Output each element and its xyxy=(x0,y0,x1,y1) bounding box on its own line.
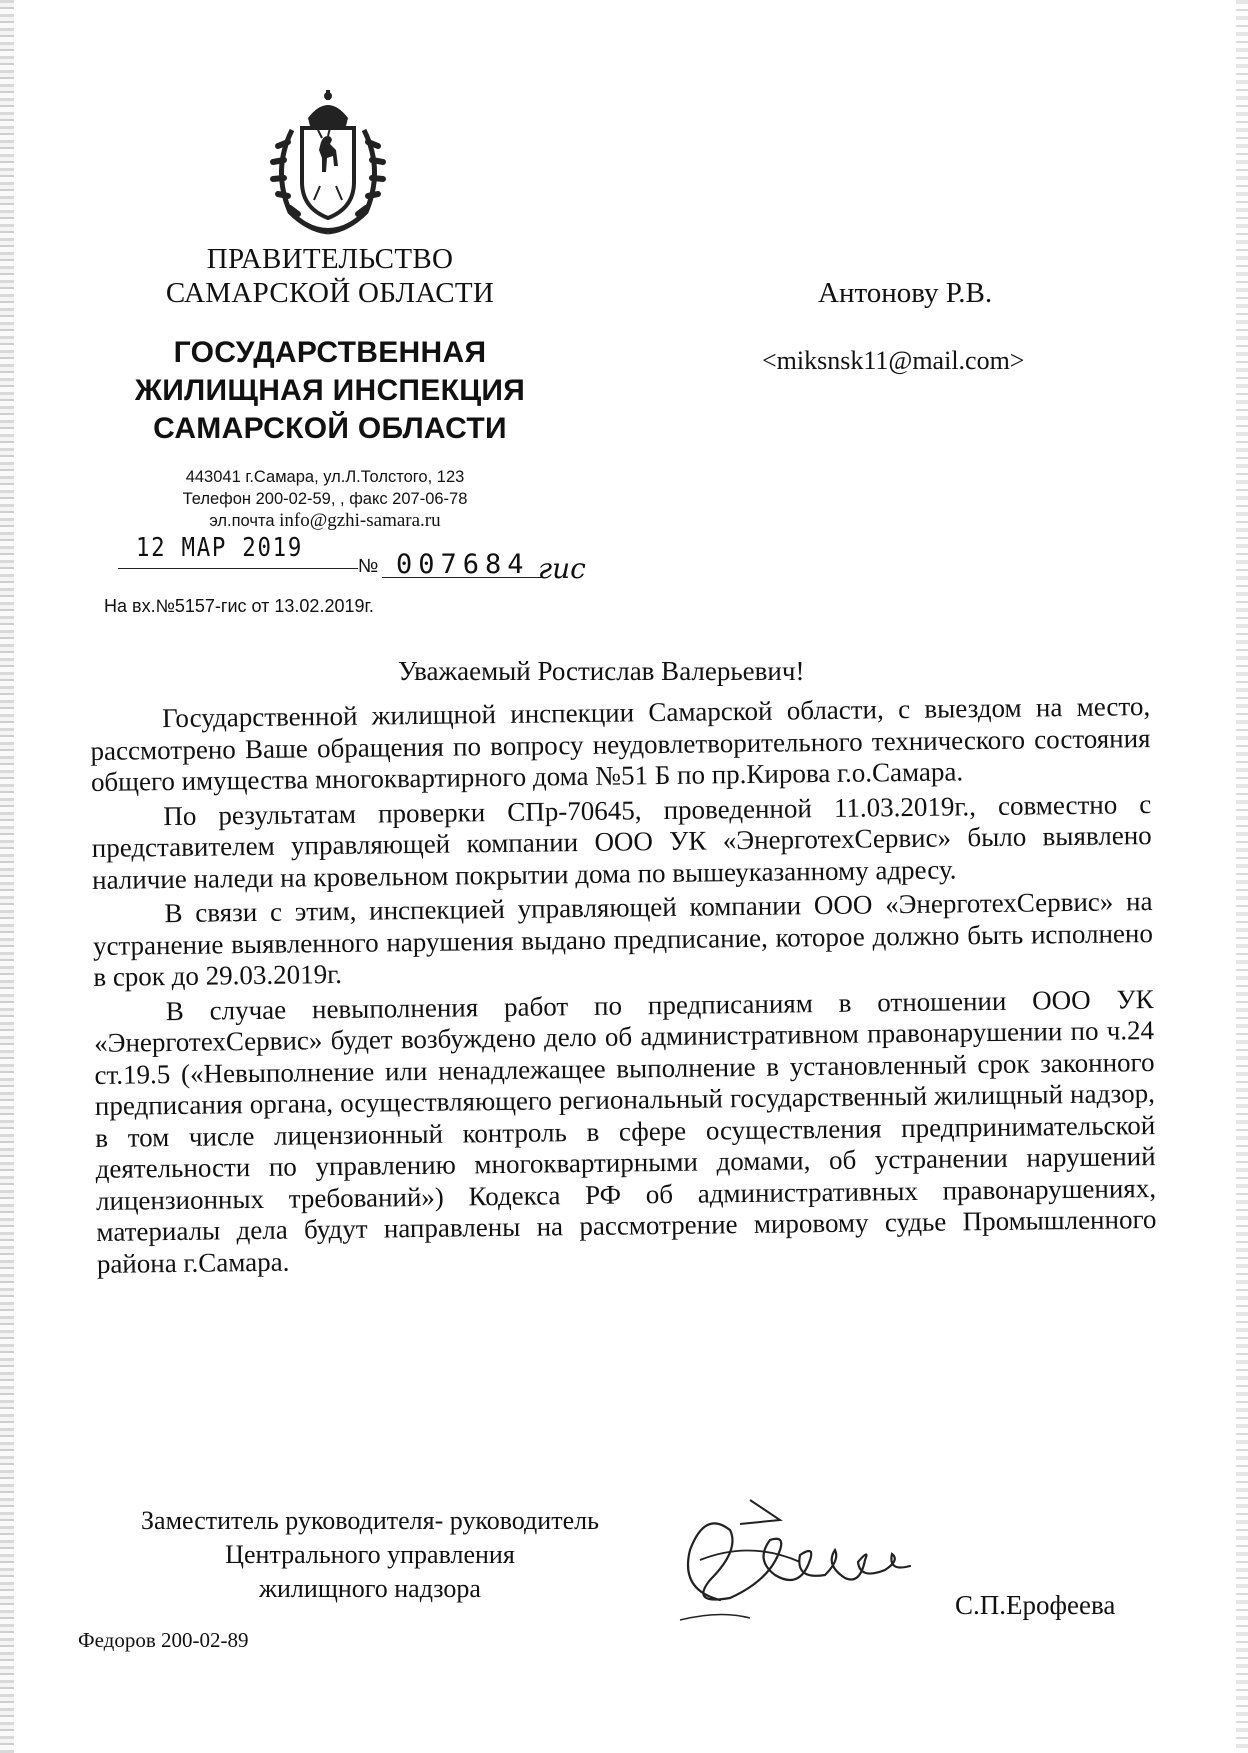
date-underline xyxy=(118,568,358,569)
agency-title xyxy=(120,334,540,448)
body-paragraph-1: Государственной жилищной инспекции Самарской области, с выездом на место, рассмотрено Ваше обращения по вопросу неудовлетворительного технического состояния общего имущества многоквартирного дома №51 Б по пр.Кирова г.о.Самара. xyxy=(90,691,1151,797)
body-paragraph-3: В связи с этим, инспекцией управляющей компании ООО «ЭнерготехСервис» на устранение выявленного нарушения выдано предписание, которое должно быть исполнено в срок до 29.03.2019г. xyxy=(92,886,1154,992)
agency-email-label: эл.почта xyxy=(209,512,275,530)
signer-position-line-3: жилищного надзора xyxy=(259,1574,481,1603)
body-paragraph-4: В случае невыполнения работ по предписаниям в отношении ООО УК «ЭнерготехСервис» будет возбуждено дело об административном правонарушении по ч.24 ст.19.5 («Невыполнение или ненадлежащее выполнение в установленный срок законного предписания органа, осуществляющего региональный государственный жилищный надзор, в том числе лицензионный контроль в сфере осуществления предпринимательской деятельности по управлению многоквартирными домами, об устранении нарушений лицензионных требований») Кодекса РФ об административных правонарушениях, материалы дела будут направлены на рассмотрение мировому судье Промышленного района г.Самара. xyxy=(93,983,1157,1279)
registration-number-suffix: гис xyxy=(538,552,586,585)
signer-position-line-2: Центрального управления xyxy=(225,1540,515,1569)
recipient-name: Антонову Р.В. xyxy=(818,277,993,309)
government-title xyxy=(150,242,510,310)
body-paragraph-2: По результатам проверки СПр-70645, проведенной 11.03.2019г., совместно с представителем управляющей компании ООО УК «ЭнерготехСервис» было выявлено наличие наледи на кровельном покрытии дома по вышеуказанному адресу. xyxy=(91,788,1152,895)
handwritten-signature xyxy=(660,1480,940,1630)
registration-date-stamp: 12 MAP 2019 xyxy=(136,533,304,563)
agency-email xyxy=(150,510,500,532)
incoming-reference: На вх.№5157-гис от 13.02.2019г. xyxy=(104,596,374,616)
executor-contact: Федоров 200-02-89 xyxy=(78,1628,249,1652)
coat-of-arms-icon xyxy=(262,90,394,235)
agency-email-value: info@gzhi-samara.ru xyxy=(279,510,441,531)
agency-line-3: САМАРСКОЙ ОБЛАСТИ xyxy=(153,412,507,445)
recipient-email: <miksnsk11@mail.com> xyxy=(762,346,1025,375)
letter-body xyxy=(90,691,1157,1283)
agency-contacts xyxy=(150,466,500,532)
government-line-1: ПРАВИТЕЛЬСТВО xyxy=(206,243,454,275)
registration-number: 007684 xyxy=(396,549,530,580)
signer-name: С.П.Ерофеева xyxy=(955,1590,1116,1620)
signer-position xyxy=(100,1504,640,1606)
government-line-2: САМАРСКОЙ ОБЛАСТИ xyxy=(165,277,495,309)
agency-line-2: ЖИЛИЩНАЯ ИНСПЕКЦИЯ xyxy=(134,374,526,407)
agency-line-1: ГОСУДАРСТВЕННАЯ xyxy=(173,336,487,369)
agency-address: 443041 г.Самара, ул.Л.Толстого, 123 xyxy=(185,468,465,486)
salutation: Уважаемый Ростислав Валерьевич! xyxy=(398,656,805,686)
agency-phone: Телефон 200-02-59, , факс 207-06-78 xyxy=(182,490,468,508)
signer-position-line-1: Заместитель руководителя- руководитель xyxy=(141,1506,599,1535)
number-sign: № xyxy=(358,556,379,577)
